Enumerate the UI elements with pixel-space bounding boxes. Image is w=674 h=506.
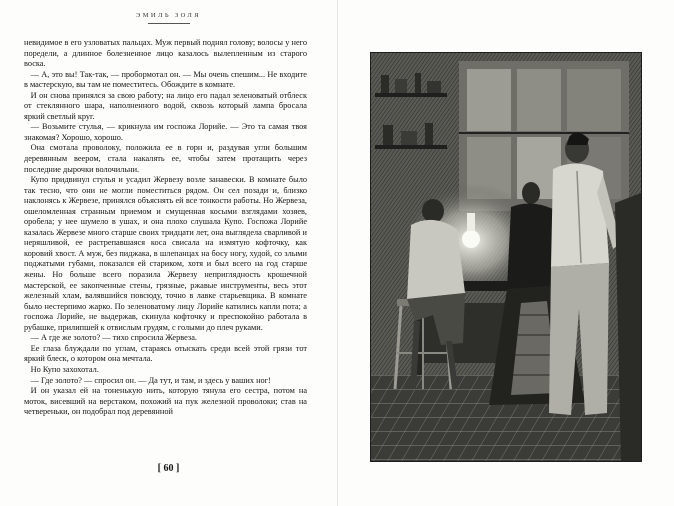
paragraph-8: Ее глаза блуждали по углам, стараясь отыскать среди всей этой грязи тот яркий блеск, о котором она мечтала. xyxy=(24,343,307,364)
glass-globe xyxy=(462,230,480,248)
paragraph-10: — Где золото? — спросил он. — Да тут, и там, и здесь у ваших ног! xyxy=(30,375,271,385)
paragraph-4: — Возьмите стулья, — крикнула им госпожа Лорийе. — Это та самая твоя знакомая? Хорошо, хорошо. xyxy=(24,122,307,142)
running-head: ЭМИЛЬ ЗОЛЯ xyxy=(136,12,201,19)
paragraph-1: невидимое в его узловатых пальцах. Муж первый поднял голову; волосы у него поредели, а длинное болезненное лицо казалось вылепленным из старого воска. xyxy=(24,38,307,69)
running-head-rule xyxy=(148,23,190,24)
paragraph-11: И он указал ей на тоненькую нить, которую тянула его сестра, потом на моток, висевший на верстаком, похожий на пук железной проволоки; став на четвереньки, он подобрал под деревянной xyxy=(24,386,307,417)
lamp xyxy=(467,213,475,231)
paragraph-3: И он снова принялся за свою работу; на лицо его падал зеленоватый отблеск от стеклянного шара, наполненного водой, сквозь который лампа бросала яркий светлый круг. xyxy=(24,90,307,121)
paragraph-6: Купо придвинул стулья и усадил Жервезу возле занавески. В комнате было так тесно, что они не могли поместиться рядом. Он сел позади и, близко наклонясь к Жервезе, принялся объяснять ей все тонкости работы. Но Жервеза, ошеломленная странным приемом и смущенная косыми взглядами хозяев, оробела; у нее шумело в ушах, и она плохо слушала Купо. Госпожа Лорийе казалась Жервезе много старше своих тридцати лет, она выглядела сварливой и неряшливой, ее растрепавшаяся коса свисала на измятую кофточку, как коровий хвост. А муж, без пиджака, в шлепанцах на босу ногу, худой, со злыми поджатыми губами, показался ей стариком, хотя и был всего на год старше жены. Но больше всего поразила Жервезу неприглядность крошечной мастерской, ее закопченные стены, грязные, ржавые инструменты, весь этот железный хлам, валявшийся повсюду, точно в лавке старьевщика. В комнате было нестерпимо жарко. По зеленоватому лицу Лорийе катились капли пота; а госпожа Лорийе, не выдержав, скинула кофточку и преспокойно работала в рубашке, прилипшей к отвислым грудям, с голыми до плеч руками. xyxy=(24,175,307,332)
paragraph-7: — А где же золото? — тихо спросила Жервеза. xyxy=(30,333,197,343)
body-text xyxy=(24,38,307,418)
paragraph-5: Она смотала проволоку, положила ее в горн и, раздувая угли большим деревянным веером, стала накалять ее, чтобы затем протащить через последние дырочки волочильни. xyxy=(24,143,307,174)
engraving-illustration xyxy=(370,52,642,462)
paragraph-2: — А, это вы! Так-так, — пробормотал он. — Мы очень спешим... Не входите в мастерскую, вы там не поместитесь. Обождите в комнате. xyxy=(24,69,307,90)
page-number: [ 60 ] xyxy=(157,463,180,474)
workshop-engraving xyxy=(371,53,641,461)
paragraph-9: Но Купо захохотал. xyxy=(30,364,99,374)
right-page xyxy=(338,0,674,506)
